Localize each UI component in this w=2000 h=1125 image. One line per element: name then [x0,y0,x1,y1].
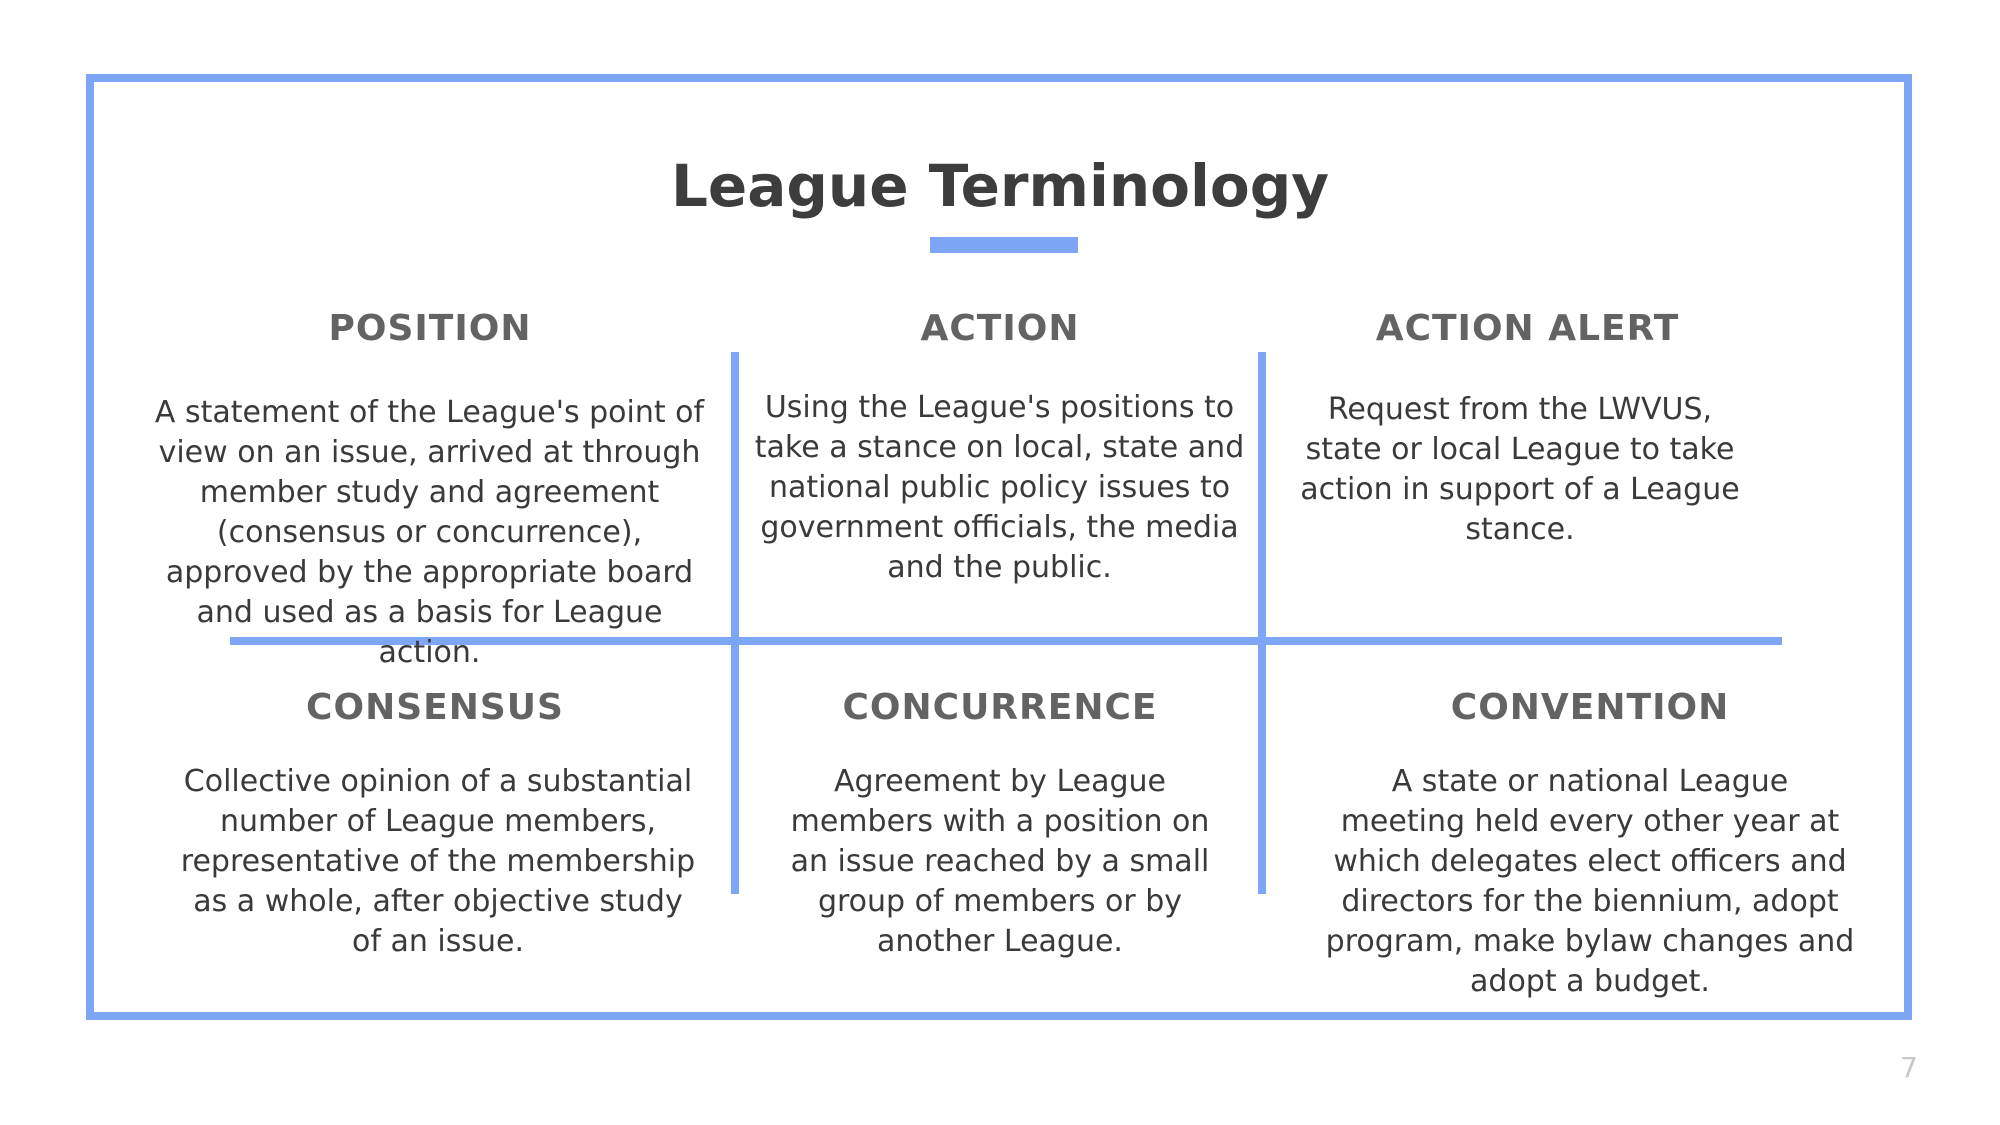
term-heading-convention: CONVENTION [1450,687,1730,728]
page-number: 7 [1900,1051,1918,1084]
slide-title: League Terminology [670,152,1330,220]
term-body-position: A statement of the League's point of view on an issue, arrived at through member study and agreement (consensus or concurrence), approved by the appropriate board and used as a basis for League action. [154,395,705,670]
term-body-action-alert: Request from the LWVUS, state or local League to take action in support of a League stance. [1300,392,1740,547]
term-heading-concurrence: CONCURRENCE [842,687,1158,728]
divider-vertical-right [1258,352,1266,894]
title-underline [930,237,1078,253]
term-heading-action: ACTION [920,308,1080,349]
term-heading-action-alert: ACTION ALERT [1375,308,1680,349]
term-body-consensus: Collective opinion of a substantial number of League members, representative of the membership as a whole, after objective study of an issue. [180,764,696,959]
term-body-concurrence: Agreement by League members with a position on an issue reached by a small group of members or by another League. [790,764,1210,959]
term-body-action: Using the League's positions to take a stance on local, state and national public policy issues to government officials, the media and the public. [754,390,1245,585]
term-body-convention: A state or national League meeting held every other year at which delegates elect officers and directors for the biennium, adopt program, make bylaw changes and adopt a budget. [1325,764,1855,999]
divider-vertical-left [731,352,739,894]
term-heading-position: POSITION [328,308,532,349]
term-heading-consensus: CONSENSUS [306,687,564,728]
